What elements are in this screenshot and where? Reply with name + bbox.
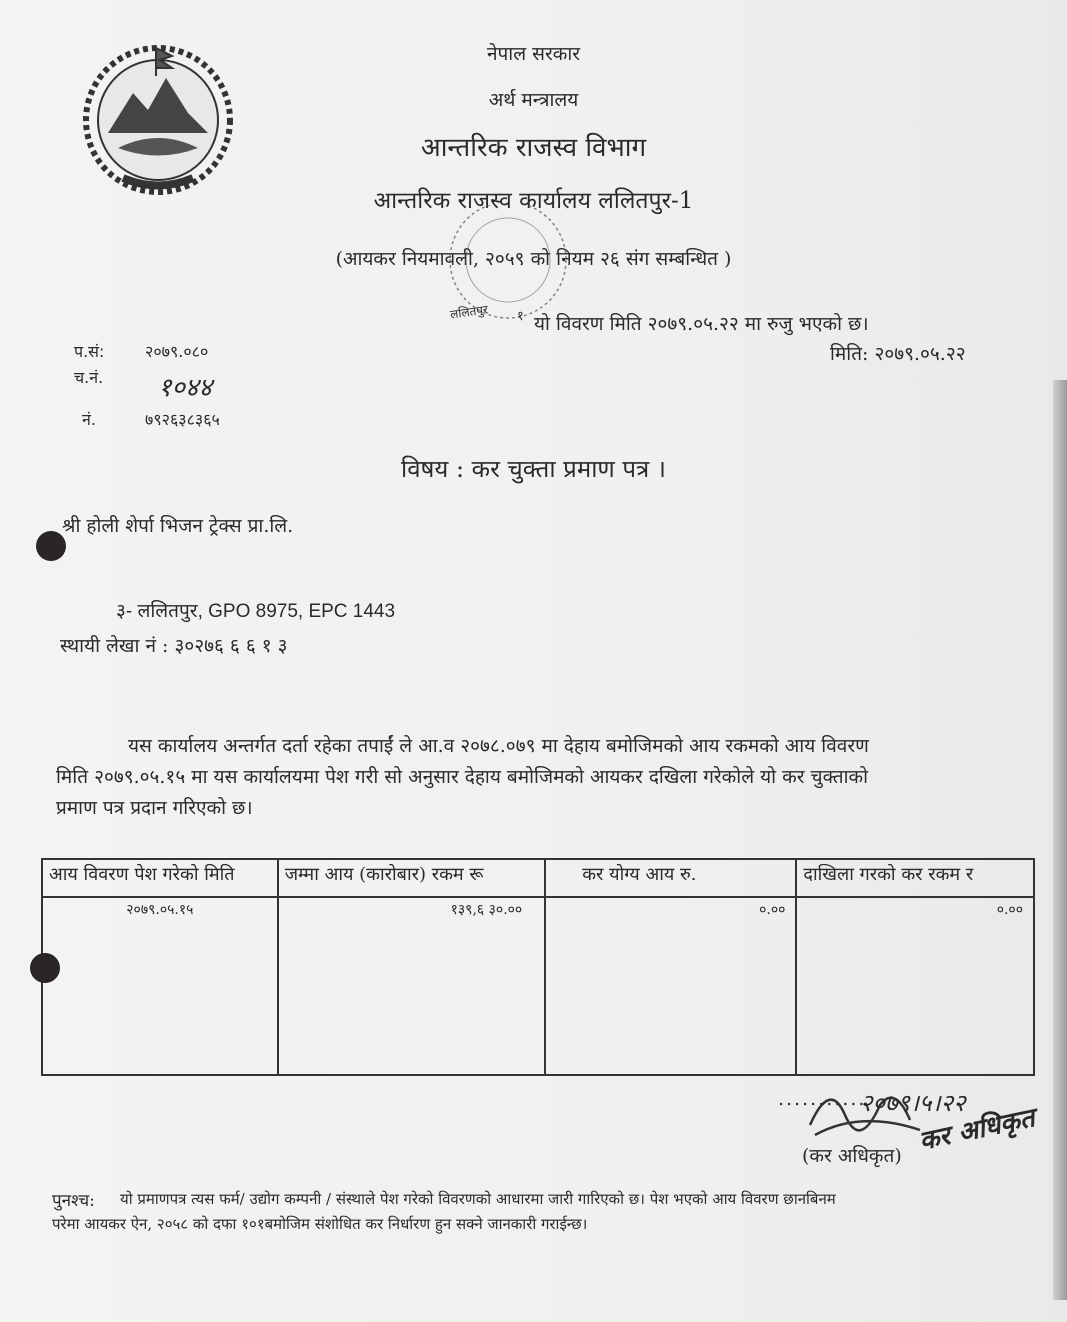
column-header: दाखिला गरको कर रकम र (796, 859, 1034, 897)
column-header: जम्मा आय (कारोबार) रकम रू (278, 859, 546, 897)
cn-label: च.नं. (74, 368, 104, 387)
number-value: ७९२६३८३६५ (145, 410, 220, 429)
ps-label: प.सं: (74, 342, 105, 361)
govt-name: नेपाल सरकार (486, 43, 581, 65)
tax-paid-cell: ०.०० (796, 897, 1034, 1075)
punch-hole (30, 953, 60, 983)
recipient-address: ३- ललितपुर, GPO 8975, EPC 1443 (116, 601, 396, 622)
body-line-2: मिति २०७९.०५.१५ मा यस कार्यालयमा पेश गरी सो अनुसार देहाय बमोजिमको आयकर दखिला गरेकोले यो कर चुक्ताको (56, 766, 869, 788)
postscript-label: पुनश्च: (52, 1191, 95, 1211)
ministry-name: अर्थ मन्त्रालय (488, 89, 579, 111)
verification-note: यो विवरण मिति २०७९.०५.२२ मा रुजु भएको छ। (534, 313, 869, 335)
column-header: आय विवरण पेश गरेको मिति (42, 859, 278, 897)
signature-date: २०७९।५।२२ (860, 1089, 966, 1117)
number-label: नं. (82, 410, 96, 429)
column-header: कर योग्य आय रु. (545, 859, 796, 897)
page-edge-shadow (1053, 380, 1067, 1300)
officer-label: (कर अधिकृत) (802, 1145, 902, 1167)
postscript-line-2: परेमा आयकर ऐन, २०५८ को दफा १०१बमोजिम संशोधित कर निर्धारण हुन सक्ने जानकारी गराईन्छ। (52, 1215, 588, 1233)
recipient-name: श्री होली शेर्पा भिजन ट्रेक्स प्रा.लि. (62, 515, 294, 537)
table-row (42, 897, 1034, 1075)
stamp-text: ललितपुर (449, 302, 489, 322)
cn-value: १०४४ (158, 373, 213, 403)
punch-hole (36, 531, 66, 561)
ps-value: २०७९.०८० (145, 342, 209, 361)
office-name: आन्तरिक राजस्व कार्यालय ललितपुर-1 (373, 188, 694, 214)
regulation-reference: (आयकर नियमावली, २०५९ को नियम २६ संग सम्बन्धित ) (335, 248, 732, 270)
department-name: आन्तरिक राजस्व विभाग (420, 133, 647, 163)
issue-date: मिति: २०७९.०५.२२ (830, 343, 966, 365)
taxable-income-cell: ०.०० (545, 897, 796, 1075)
filing-date-cell: २०७९.०५.१५ (42, 897, 278, 1075)
stamp-suffix: १ (517, 309, 524, 324)
office-stamp (420, 205, 595, 325)
tax-details-table (41, 858, 1035, 1076)
officer-seal: कर अधिकृत (916, 1103, 1038, 1157)
body-line-1: यस कार्यालय अन्तर्गत दर्ता रहेका तपाईं ले आ.व २०७८.०७९ मा देहाय बमोजिमको आय रकमको आय विवरण (128, 735, 869, 757)
signature-dots: ........... (778, 1088, 867, 1110)
postscript-line-1: यो प्रमाणपत्र त्यस फर्म/ उद्योग कम्पनी / संस्थाले पेश गरेको विवरणको आधारमा जारी गारिएको छ। पेश भएको आय विवरण छानबिनम (120, 1190, 836, 1208)
pan-number: स्थायी लेखा नं : ३०२७६ ६ ६ १ ३ (60, 635, 288, 657)
body-line-3: प्रमाण पत्र प्रदान गरिएको छ। (56, 797, 253, 819)
subject-line: विषय : कर चुक्ता प्रमाण पत्र । (400, 455, 666, 483)
total-income-cell: १३९,६ ३०.०० (278, 897, 546, 1075)
table-header-row (42, 859, 1034, 897)
